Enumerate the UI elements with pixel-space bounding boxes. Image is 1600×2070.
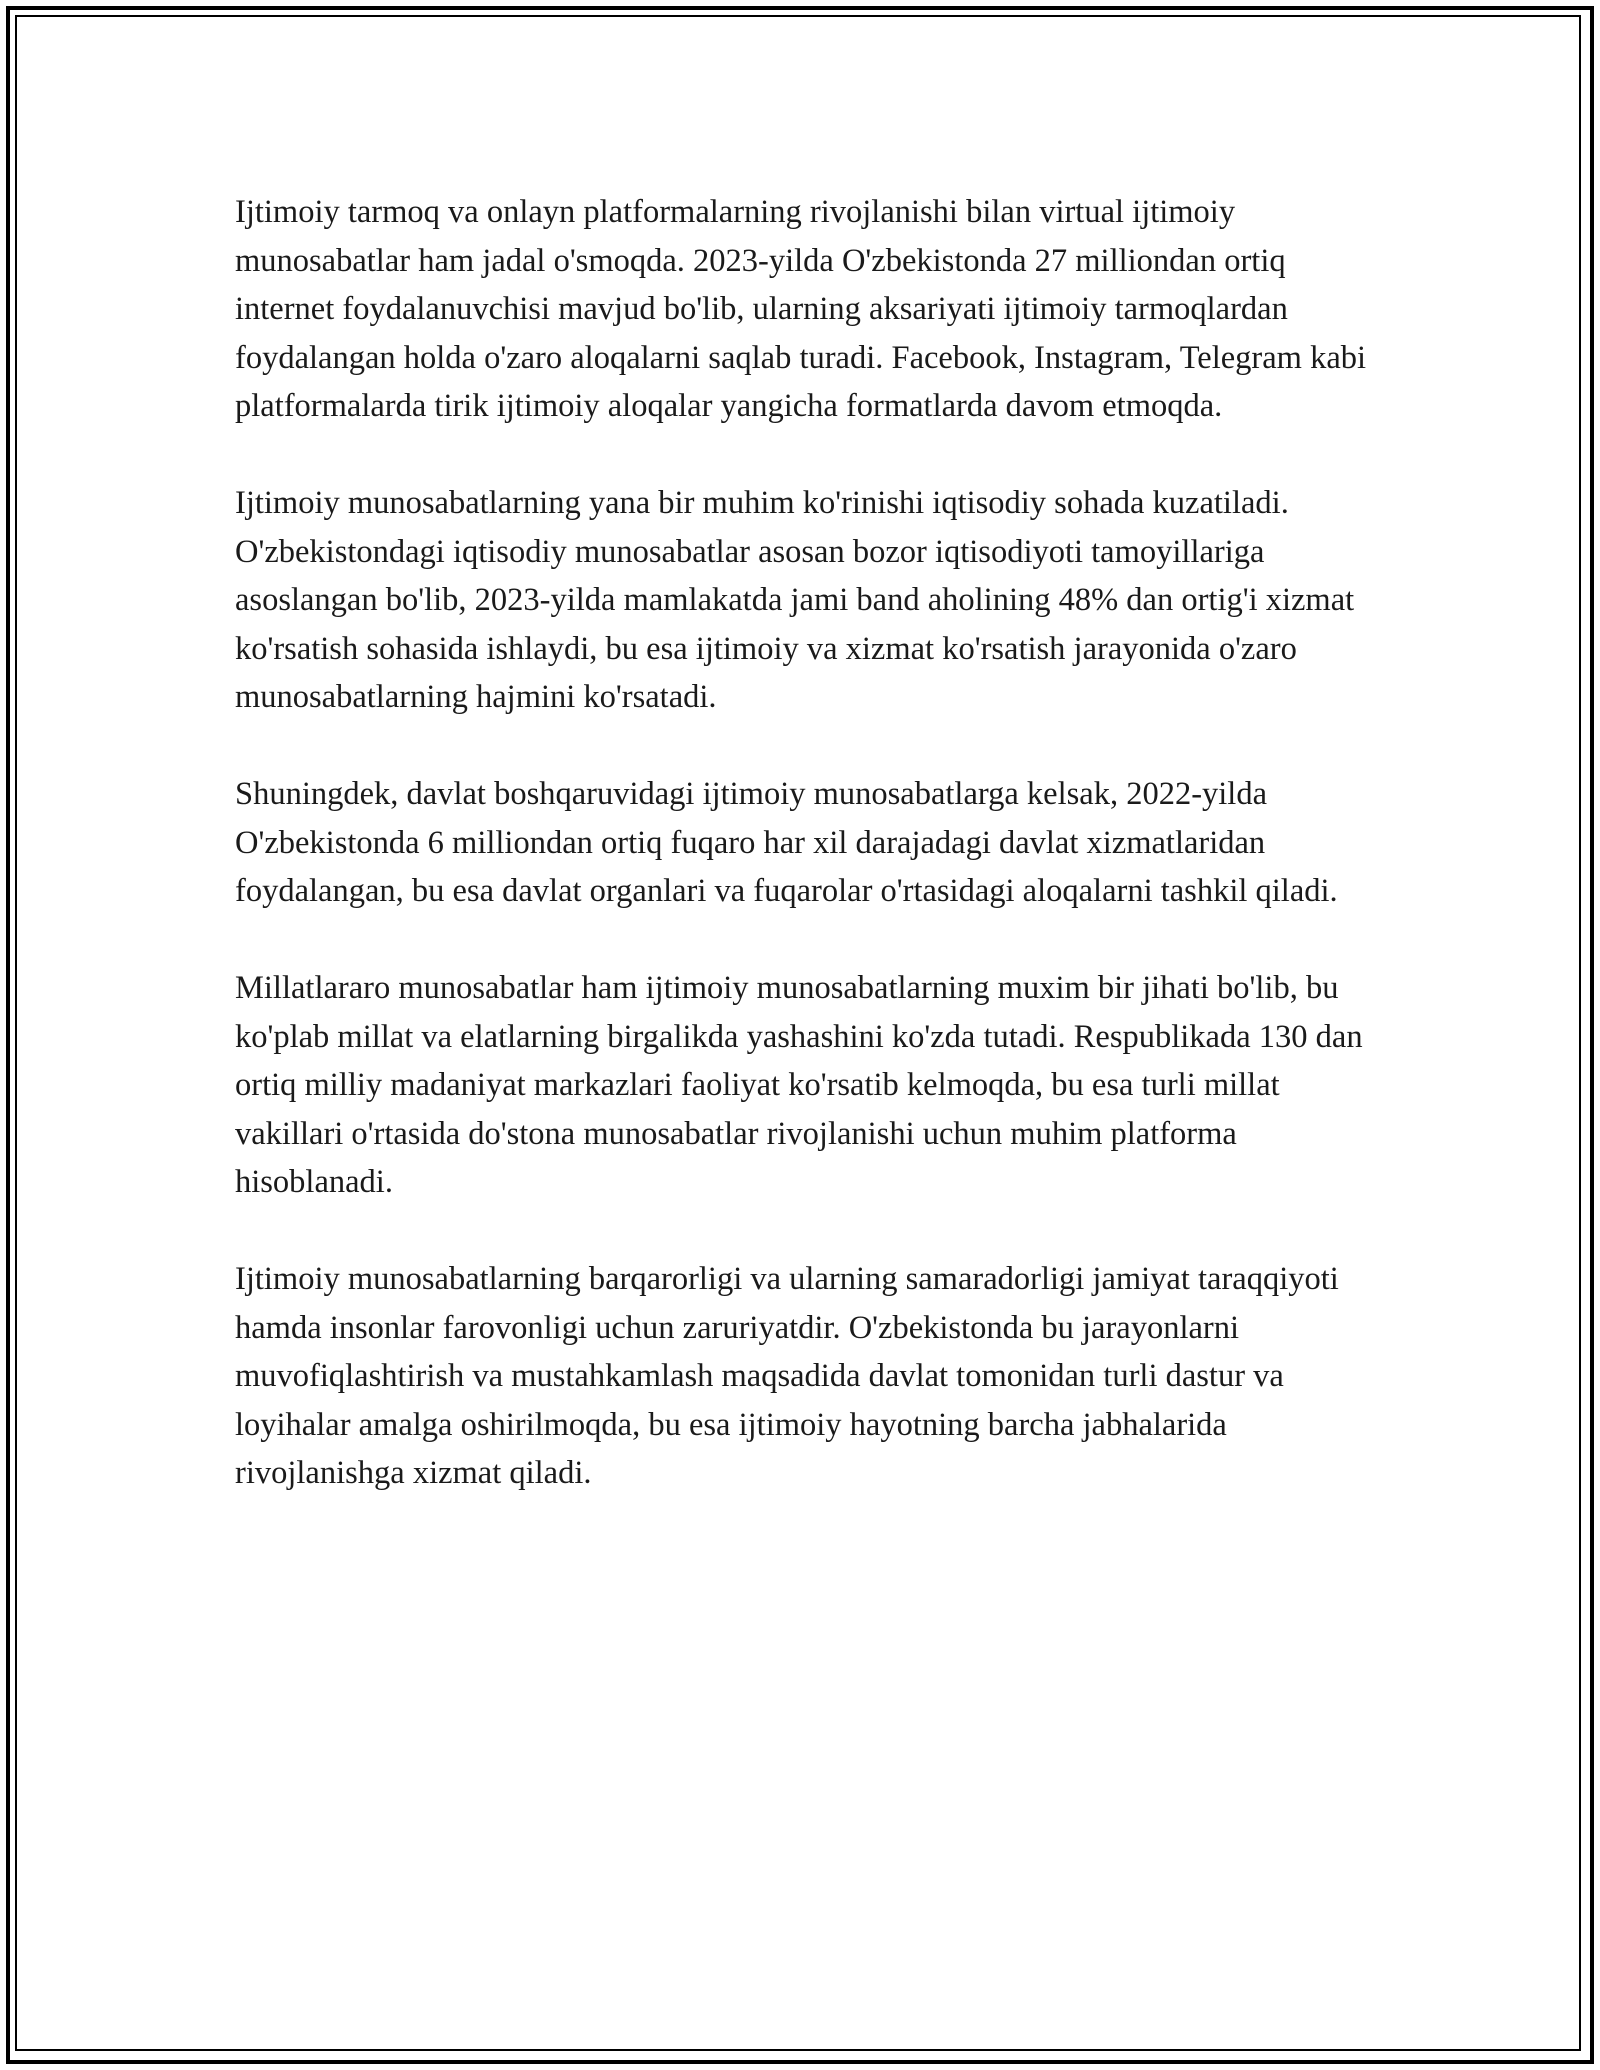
paragraph-5: Ijtimoiy munosabatlarning barqarorligi va ularning samaradorligi jamiyat taraqqiyoti hamda insonlar farovonligi uchun zaruriyatdir. O'zbekistonda bu jarayonlarni muvofiqlashtirish va mustahkamlash maqsadida davlat tomonidan turli dastur va loyihalar amalga oshirilmoqda, bu esa ijtimoiy hayotning barcha jabhalarida rivojlanishga xizmat qiladi.: [235, 1261, 1339, 1491]
paragraph-4: Millatlararo munosabatlar ham ijtimoiy munosabatlarning muxim bir jihati bo'lib, bu ko'plab millat va elatlarning birgalikda yashashini ko'zda tutadi. Respublikada 130 dan ortiq milliy madaniyat markazlari faoliyat ko'rsatib kelmoqda, bu esa turli millat vakillari o'rtasida do'stona munosabatlar rivojlanishi uchun muhim platforma hisoblanadi.: [235, 970, 1363, 1200]
paragraph-3: Shuningdek, davlat boshqaruvidagi ijtimoiy munosabatlarga kelsak, 2022-yilda O'zbekistonda 6 milliondan ortiq fuqaro har xil darajadagi davlat xizmatlaridan foydalangan, bu esa davlat organlari va fuqarolar o'rtasidagi aloqalarni tashkil qiladi.: [235, 776, 1338, 909]
document-body: [235, 188, 1385, 1546]
paragraph-2: Ijtimoiy munosabatlarning yana bir muhim ko'rinishi iqtisodiy sohada kuzatiladi. O'zbekistondagi iqtisodiy munosabatlar asosan bozor iqtisodiyoti tamoyillariga asoslangan bo'lib, 2023-yilda mamlakatda jami band aholining 48% dan ortig'i xizmat ko'rsatish sohasida ishlaydi, bu esa ijtimoiy va xizmat ko'rsatish jarayonida o'zaro munosabatlarning hajmini ko'rsatadi.: [235, 485, 1355, 715]
paragraph-1: Ijtimoiy tarmoq va onlayn platformalarning rivojlanishi bilan virtual ijtimoiy munosabatlar ham jadal o'smoqda. 2023-yilda O'zbekistonda 27 milliondan ortiq internet foydalanuvchisi mavjud bo'lib, ularning aksariyati ijtimoiy tarmoqlardan foydalangan holda o'zaro aloqalarni saqlab turadi. Facebook, Instagram, Telegram kabi platformalarda tirik ijtimoiy aloqalar yangicha formatlarda davom etmoqda.: [235, 194, 1367, 424]
